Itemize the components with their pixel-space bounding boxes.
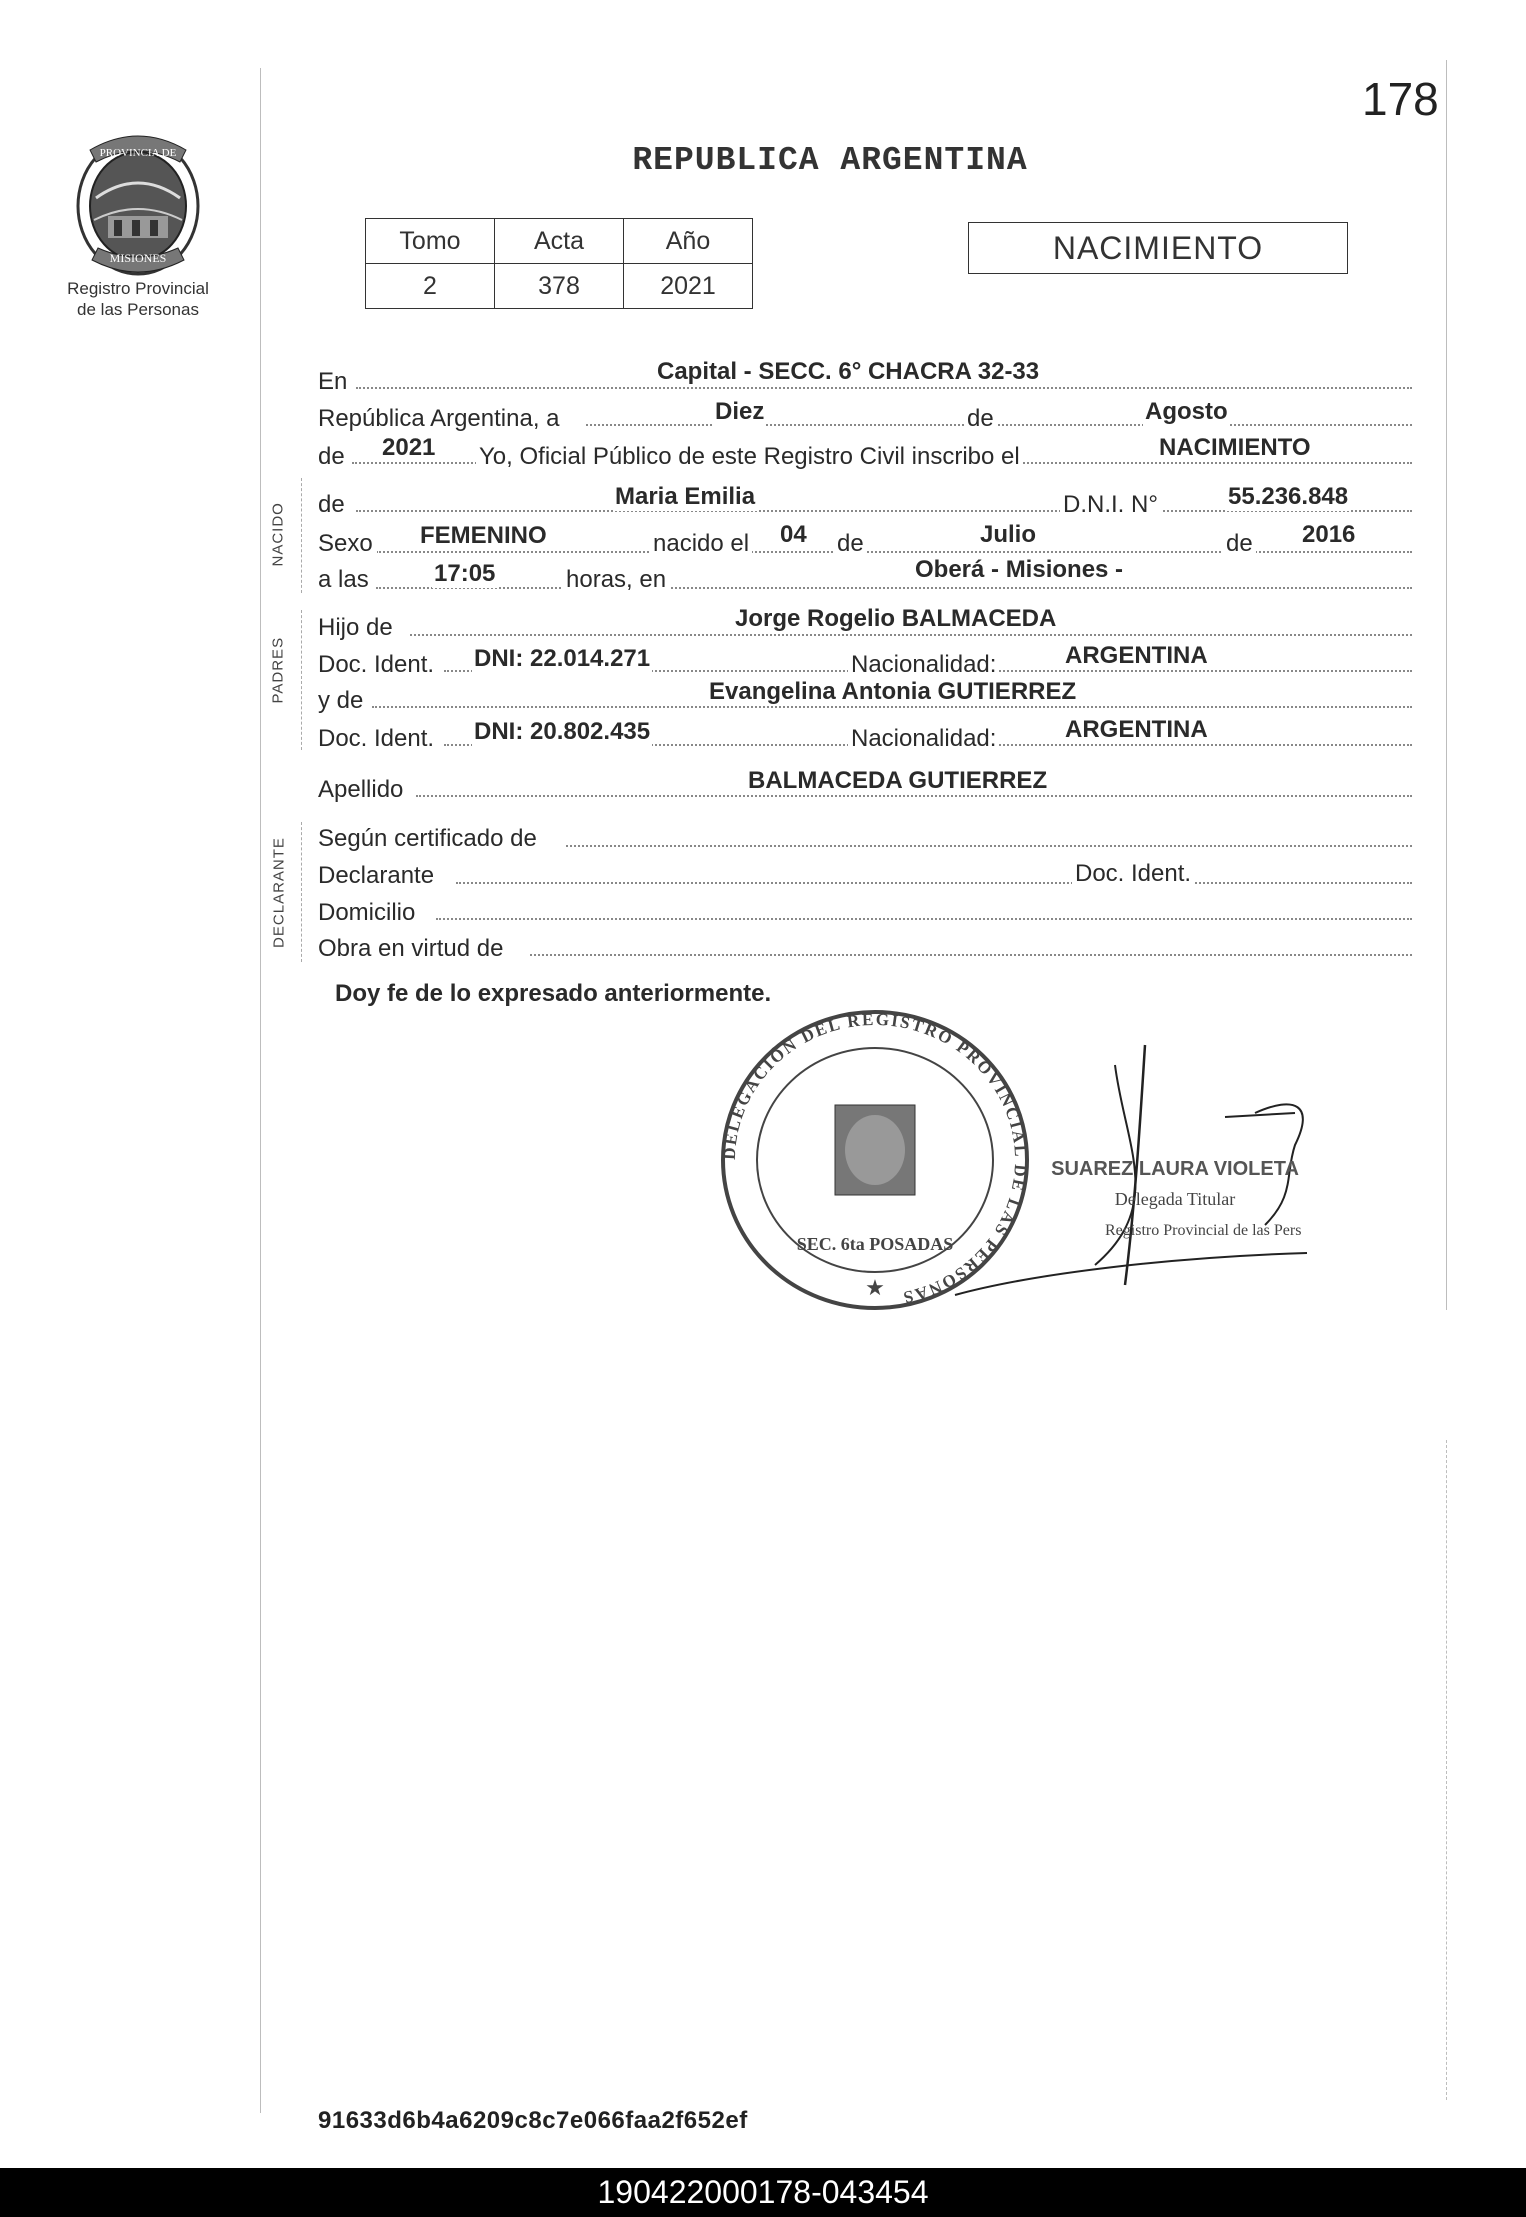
- child-name-value: Maria Emilia: [615, 483, 756, 510]
- svg-text:Delegada Titular: Delegada Titular: [1114, 1189, 1236, 1209]
- closing-statement: Doy fe de lo expresado anteriormente.: [335, 980, 772, 1007]
- declarante-guide-line: [301, 822, 302, 962]
- year-value: 2021: [382, 434, 436, 461]
- father-doc-value: DNI: 22.014.271: [474, 645, 651, 672]
- birth-year-value: 2016: [1302, 521, 1356, 548]
- horas-en-label: horas, en: [563, 566, 669, 594]
- segun-certificado-label: Según certificado de: [318, 825, 541, 853]
- nacido-guide-line: [301, 478, 302, 593]
- republica-label: República Argentina, a: [318, 405, 564, 433]
- day-value: Diez: [715, 398, 765, 425]
- nacido-el-label: nacido el: [650, 530, 752, 558]
- dni-label: D.N.I. N°: [1060, 491, 1161, 519]
- apellido-label: Apellido: [318, 776, 407, 804]
- dotted-line: [530, 954, 1412, 956]
- domicilio-label: Domicilio: [318, 899, 419, 927]
- dotted-line: [372, 706, 1412, 708]
- birth-day-value: 04: [780, 521, 807, 548]
- birth-place-value: Oberá - Misiones -: [915, 556, 1124, 583]
- right-margin-line-lower: [1446, 1440, 1447, 2100]
- apellido-value: BALMACEDA GUTIERREZ: [748, 767, 1048, 794]
- logo-caption-line2: de las Personas: [77, 300, 199, 319]
- month-value: Agosto: [1145, 398, 1228, 425]
- mother-doc-label: Doc. Ident.: [318, 725, 438, 753]
- svg-text:MISIONES: MISIONES: [109, 251, 167, 265]
- reference-value-tomo: 2: [366, 264, 495, 309]
- hijo-de-label: Hijo de: [318, 614, 397, 642]
- country-title: REPUBLICA ARGENTINA: [632, 142, 1028, 179]
- de-year-label: de: [318, 443, 349, 471]
- declarante-doc-label: Doc. Ident.: [1072, 860, 1194, 888]
- place-value: Capital - SECC. 6° CHACRA 32-33: [657, 358, 1040, 385]
- svg-text:SUAREZ LAURA VIOLETA: SUAREZ LAURA VIOLETA: [1051, 1158, 1299, 1180]
- declarante-section-label: DECLARANTE: [270, 837, 288, 948]
- birth-de-label: de: [834, 530, 867, 558]
- reference-value-acta: 378: [495, 264, 624, 309]
- father-nationality-value: ARGENTINA: [1065, 642, 1208, 669]
- oficial-label: Yo, Oficial Público de este Registro Civil inscribo el: [476, 443, 1023, 471]
- nacido-de-label: de: [318, 491, 349, 519]
- page-number: 178: [1362, 73, 1439, 125]
- reference-value-ano: 2021: [624, 264, 753, 309]
- dotted-line: [586, 424, 1412, 426]
- padres-section-label: PADRES: [269, 636, 287, 704]
- mother-nationality-value: ARGENTINA: [1065, 716, 1208, 743]
- reference-header-row: [366, 219, 753, 264]
- obra-en-virtud-label: Obra en virtud de: [318, 935, 507, 963]
- official-stamp-signature: [695, 1005, 1315, 1310]
- svg-text:DELEGACIÓN DEL REGISTRO PROVIN: DELEGACIÓN DEL REGISTRO PROVINCIAL DE LAS PERSONAS: [719, 1009, 1031, 1308]
- right-margin-line: [1446, 60, 1447, 1310]
- en-label: En: [318, 368, 348, 395]
- mother-name-value: Evangelina Antonia GUTIERREZ: [709, 678, 1077, 705]
- mother-nationality-label: Nacionalidad:: [848, 725, 999, 753]
- father-name-value: Jorge Rogelio BALMACEDA: [735, 605, 1057, 632]
- svg-text:Registro Provincial de las Per: Registro Provincial de las Pers: [1105, 1222, 1302, 1239]
- birth-month-value: Julio: [980, 521, 1037, 548]
- dotted-line: [416, 795, 1412, 797]
- document-hash: 91633d6b4a6209c8c7e066faa2f652ef: [318, 2107, 748, 2134]
- svg-text:★: ★: [865, 1275, 885, 1300]
- dotted-line: [566, 845, 1412, 847]
- dotted-line: [410, 634, 1412, 636]
- dotted-line: [456, 882, 1412, 884]
- provincial-seal-logo: [70, 128, 206, 278]
- logo-caption: [38, 278, 238, 320]
- father-doc-label: Doc. Ident.: [318, 651, 438, 679]
- svg-text:PROVINCIA DE: PROVINCIA DE: [99, 147, 177, 159]
- dotted-line: [436, 918, 1412, 920]
- padres-guide-line: [301, 610, 302, 750]
- dotted-line: [376, 551, 1412, 553]
- birth-de-label-2: de: [1223, 530, 1256, 558]
- dotted-line: [376, 587, 1412, 589]
- y-de-label: y de: [318, 687, 367, 715]
- de-label: de: [967, 405, 994, 432]
- nacido-section-label: NACIDO: [269, 502, 287, 567]
- reference-header-ano: Año: [624, 219, 753, 264]
- father-nationality-label: Nacionalidad:: [848, 651, 999, 679]
- declarante-label: Declarante: [318, 862, 438, 890]
- act-value: NACIMIENTO: [1159, 434, 1311, 461]
- act-type-box: NACIMIENTO: [968, 222, 1348, 274]
- a-las-label: a las: [318, 566, 373, 594]
- sexo-value: FEMENINO: [420, 522, 547, 549]
- reference-table: [365, 218, 753, 309]
- dotted-line: [356, 387, 1412, 389]
- left-margin-line: [260, 68, 261, 2113]
- svg-text:SEC. 6ta POSADAS: SEC. 6ta POSADAS: [796, 1234, 954, 1254]
- birth-time-value: 17:05: [434, 560, 496, 587]
- reference-header-acta: Acta: [495, 219, 624, 264]
- footer-code: 190422000178-043454: [597, 2174, 929, 2210]
- reference-value-row: [366, 264, 753, 309]
- sexo-label: Sexo: [318, 530, 377, 558]
- mother-doc-value: DNI: 20.802.435: [474, 718, 651, 745]
- child-dni-value: 55.236.848: [1228, 483, 1349, 510]
- reference-header-tomo: Tomo: [366, 219, 495, 264]
- logo-caption-line1: Registro Provincial: [67, 279, 209, 298]
